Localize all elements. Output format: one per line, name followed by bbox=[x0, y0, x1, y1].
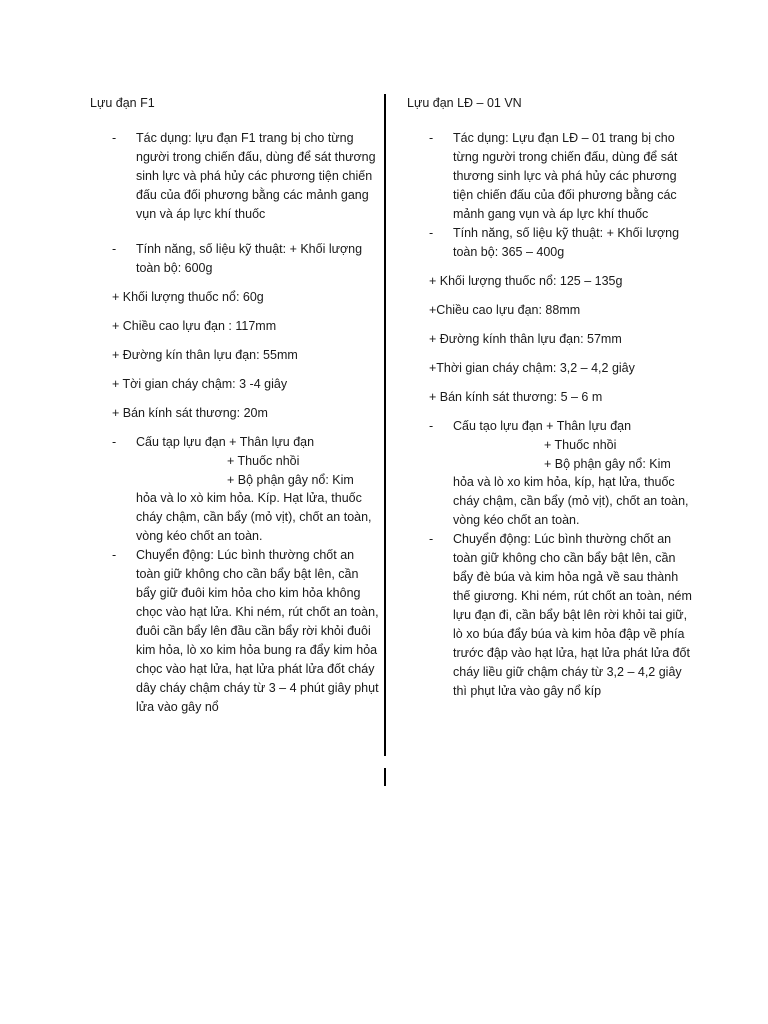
bullet-dash: - bbox=[429, 419, 434, 433]
right-motion-text: Chuyển động: Lúc bình thường chốt an toàn giữ không cho cần bẩy bật lên, cần bẩy đè búa và kim hỏa ngả về sau thành thế giương. Khi ném, rút chốt an toàn, ném lựu đạn đi, cần bẩy bật lên rời khỏi tai giữ, lò xo búa đẩy búa và kim hỏa đập về phía trước đập vào hạt lửa, hạt lửa phát lửa đốt cháy liều giữ chậm cháy từ 3,2 – 4,2 giây thì phụt lửa vào gây nổ kíp bbox=[453, 532, 692, 698]
bullet-dash: - bbox=[112, 435, 117, 449]
column-divider-lower bbox=[384, 768, 386, 786]
left-structure-sub: + Thuốc nhồi bbox=[227, 454, 300, 468]
right-spec-line: + Khối lượng thuốc nổ: 125 – 135g bbox=[429, 274, 623, 288]
bullet-dash: - bbox=[112, 131, 117, 145]
bullet-dash: - bbox=[429, 226, 434, 240]
left-structure-tail: hỏa và lo xò kim hỏa. Kíp. Hạt lửa, thuốc cháy chậm, cần bẩy (mỏ vịt), chốt an toàn, vòng kéo chốt an toàn. bbox=[136, 491, 372, 543]
right-structure-head: Cấu tạo lựu đạn + Thân lựu đạn bbox=[453, 419, 632, 433]
right-specs-text: Tính năng, số liệu kỹ thuật: + Khối lượng toàn bộ: 365 – 400g bbox=[453, 226, 680, 259]
left-column bbox=[90, 94, 380, 717]
right-column bbox=[407, 94, 692, 701]
left-spec-line: + Chiều cao lựu đạn : 117mm bbox=[112, 319, 277, 333]
column-divider bbox=[384, 94, 386, 756]
bullet-dash: - bbox=[429, 532, 434, 546]
left-specs-text: Tính năng, số liệu kỹ thuật: + Khối lượng toàn bộ: 600g bbox=[136, 242, 363, 275]
left-structure-head: Cấu tạp lựu đạn + Thân lựu đạn bbox=[136, 435, 315, 449]
right-structure-sub: + Thuốc nhồi bbox=[544, 438, 617, 452]
left-motion-item bbox=[90, 546, 380, 717]
left-title: Lựu đạn F1 bbox=[90, 96, 155, 110]
right-structure-sub: + Bộ phận gây nổ: Kim bbox=[544, 456, 671, 471]
right-uses-item bbox=[407, 129, 692, 224]
bullet-dash: - bbox=[429, 131, 434, 145]
left-spec-line: + Tời gian cháy chậm: 3 -4 giây bbox=[112, 377, 288, 391]
right-structure-tail: hỏa và lò xo kim hỏa, kíp, hạt lửa, thuốc cháy chậm, cần bẩy (mỏ vịt), chốt an toàn, vòng kéo chốt an toàn. bbox=[453, 475, 689, 527]
right-spec-line: +Chiều cao lựu đạn: 88mm bbox=[429, 303, 581, 317]
left-uses-text: Tác dụng: lựu đạn F1 trang bị cho từng người trong chiến đấu, dùng để sát thương sinh lực và phá hủy các phương tiện chiến đấu của đối phương bằng các mảnh gang vụn và áp lực khí thuốc bbox=[136, 131, 376, 221]
bullet-dash: - bbox=[112, 242, 117, 256]
right-spec-line: + Đường kính thân lựu đạn: 57mm bbox=[429, 332, 622, 346]
left-structure-item bbox=[90, 433, 380, 546]
right-spec-line: + Bán kính sát thương: 5 – 6 m bbox=[429, 390, 603, 404]
right-specs-item bbox=[407, 224, 692, 262]
right-uses-text: Tác dụng: Lựu đạn LĐ – 01 trang bị cho từng người trong chiến đấu, dùng để sát thương sinh lực và phá hủy các phương tiện chiến đấu của đối phương bằng các mảnh gang vụn và áp lực khí thuốc bbox=[453, 131, 678, 221]
right-motion-item bbox=[407, 530, 692, 701]
bullet-dash: - bbox=[112, 548, 117, 562]
right-structure-item bbox=[407, 417, 692, 530]
left-structure-sub: + Bộ phận gây nổ: Kim bbox=[227, 472, 354, 487]
left-spec-line: + Đường kín thân lựu đạn: 55mm bbox=[112, 348, 298, 362]
left-uses-item bbox=[90, 129, 380, 224]
left-spec-line: + Bán kính sát thương: 20m bbox=[112, 406, 268, 420]
left-spec-line: + Khối lượng thuốc nổ: 60g bbox=[112, 290, 264, 304]
right-spec-line: +Thời gian cháy chậm: 3,2 – 4,2 giây bbox=[429, 361, 635, 375]
left-motion-text: Chuyển động: Lúc bình thường chốt an toàn giữ không cho cần bẩy bật lên, cần bẩy giữ đuôi kim hỏa cho kim hỏa không chọc vào hạt lửa. Khi ném, rút chốt an toàn, đuôi cần bẩy lên đầu cần bẩy rời khỏi đuôi kim hỏa, lò xo kim hỏa bung ra đẩy kim hỏa chọc vào hạt lửa, hạt lửa phát lửa đốt cháy dây cháy chậm cháy từ 3 – 4 phút giây phụt lửa vào gây nổ bbox=[136, 548, 379, 714]
right-title: Lựu đạn LĐ – 01 VN bbox=[407, 96, 522, 110]
left-specs-item bbox=[90, 240, 380, 278]
